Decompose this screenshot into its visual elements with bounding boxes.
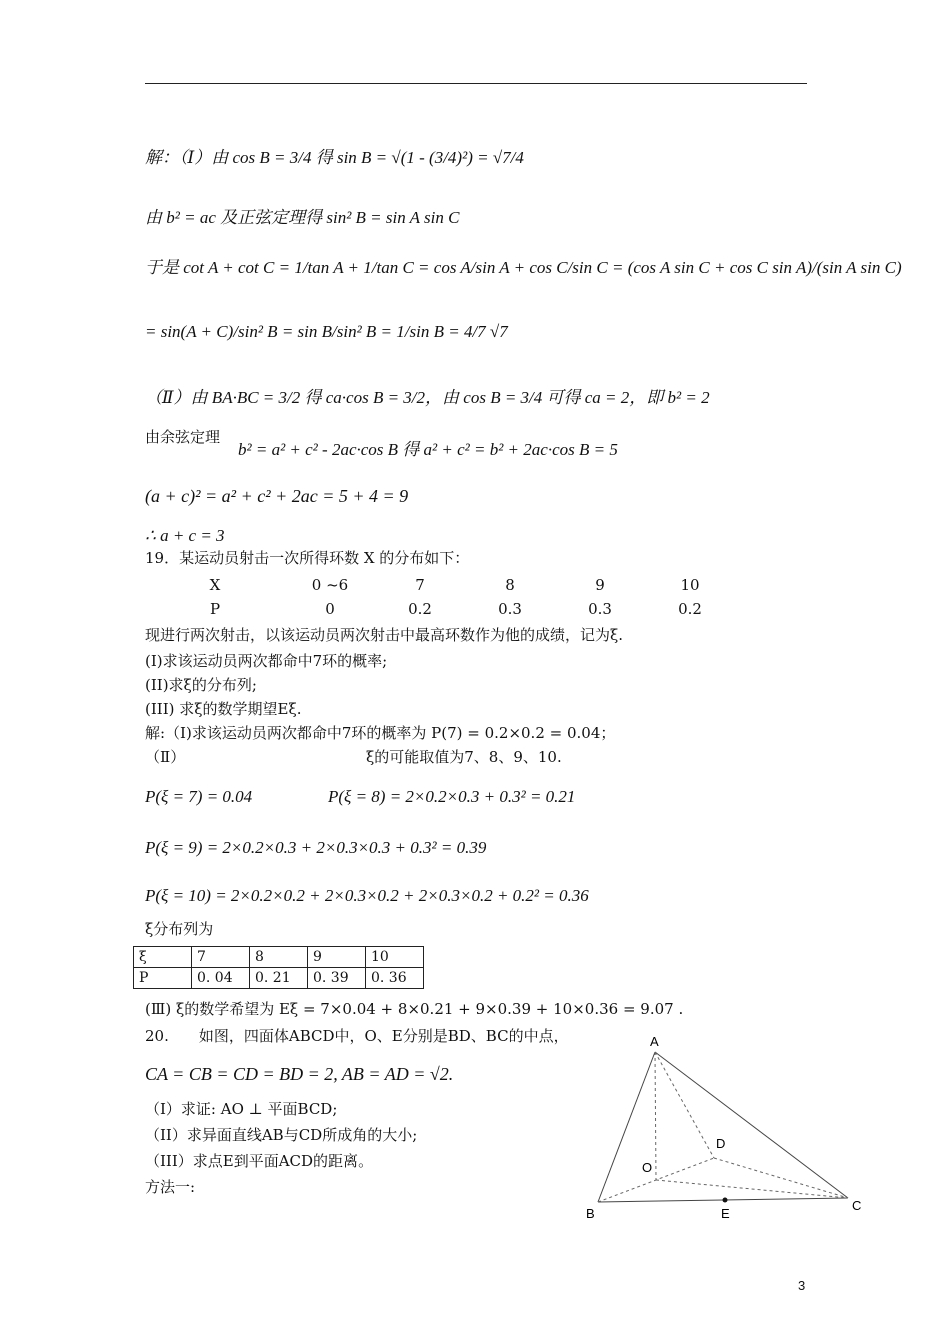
xi-prob-1: 0. 04 xyxy=(192,968,250,989)
dist-prob-0: P xyxy=(209,600,221,618)
solution-line-6-label: 由余弦定理 xyxy=(145,428,221,446)
dist-header-3: 8 xyxy=(505,576,515,594)
xi-cell-3: 9 xyxy=(308,947,366,968)
solution-line-8: ∴ a + c = 3 xyxy=(145,526,225,545)
method-one-label: 方法一: xyxy=(145,1178,196,1196)
problem-19-statement: 现进行两次射击，以该运动员两次射击中最高环数作为他的成绩，记为ξ. xyxy=(145,626,624,644)
dist-prob-4: 0.3 xyxy=(588,600,612,618)
prob-xi-9: P(ξ = 9) = 2×0.2×0.3 + 2×0.3×0.3 + 0.3² = 0.39 xyxy=(145,838,487,857)
problem-19-solution-2-values: ξ的可能取值为7、8、9、10. xyxy=(366,748,562,766)
solution-line-7: (a + c)² = a² + c² + 2ac = 5 + 4 = 9 xyxy=(145,486,409,506)
distribution-table xyxy=(180,576,740,624)
segment-ao xyxy=(655,1052,656,1180)
dist-header-4: 9 xyxy=(595,576,605,594)
expectation-line: (Ⅲ) ξ的数学希望为 Eξ = 7×0.04 + 8×0.21 + 9×0.39 + 10×0.36 = 9.07 . xyxy=(145,1000,684,1018)
edge-ad xyxy=(655,1052,714,1158)
edge-ab xyxy=(598,1052,655,1202)
dist-prob-2: 0.2 xyxy=(408,600,432,618)
problem-19-part-3: (III) 求ξ的数学期望Eξ. xyxy=(145,700,302,718)
xi-cell-4: 10 xyxy=(366,947,424,968)
prob-xi-10: P(ξ = 10) = 2×0.2×0.2 + 2×0.3×0.2 + 2×0.3×0.2 + 0.2² = 0.36 xyxy=(145,886,589,905)
xi-prob-0: P xyxy=(134,968,192,989)
problem-19-part-2: (II)求ξ的分布列; xyxy=(145,676,257,694)
tetrahedron-figure xyxy=(580,1030,880,1230)
dist-header-2: 7 xyxy=(415,576,425,594)
problem-20-part-2: （II）求异面直线AB与CD所成角的大小; xyxy=(145,1126,418,1144)
xi-table-row-values xyxy=(134,947,424,968)
problem-19-solution-1: 解:（Ⅰ)求该运动员两次都命中7环的概率为 P(7) = 0.2×0.2 = 0.04； xyxy=(145,724,616,742)
edge-ac xyxy=(655,1052,848,1198)
label-e: E xyxy=(721,1206,730,1221)
xi-distribution-table xyxy=(133,946,424,989)
label-c: C xyxy=(852,1198,862,1213)
label-b: B xyxy=(586,1206,595,1221)
problem-20-given: CA = CB = CD = BD = 2, AB = AD = √2. xyxy=(145,1064,454,1084)
xi-cell-2: 8 xyxy=(250,947,308,968)
point-e xyxy=(723,1198,728,1203)
dist-prob-3: 0.3 xyxy=(498,600,522,618)
distribution-header-row xyxy=(180,576,740,600)
dist-header-1: 0 ~6 xyxy=(311,576,349,594)
xi-table-row-probs xyxy=(134,968,424,989)
label-a: A xyxy=(650,1034,659,1049)
solution-line-5: （Ⅱ）由 BA·BC = 3/2 得 ca·cos B = 3/2，由 cos B = 3/4 可得 ca = 2，即 b² = 2 xyxy=(145,388,710,407)
dist-prob-1: 0 xyxy=(325,600,335,618)
xi-cell-1: 7 xyxy=(192,947,250,968)
solution-line-3: 于是 cot A + cot C = 1/tan A + 1/tan C = cos A/sin A + cos C/sin C = (cos A sin C + cos C sin A)/(sin A sin C) xyxy=(145,258,902,277)
label-d: D xyxy=(716,1136,726,1151)
problem-20-part-3: （III）求点E到平面ACD的距离。 xyxy=(145,1152,374,1170)
prob-xi-7: P(ξ = 7) = 0.04 xyxy=(145,787,253,806)
dist-prob-5: 0.2 xyxy=(678,600,702,618)
problem-20-part-1: （I）求证: AO ⊥ 平面BCD; xyxy=(145,1100,338,1118)
distribution-prob-row xyxy=(180,600,740,624)
solution-line-4: = sin(A + C)/sin² B = sin B/sin² B = 1/sin B = 4/7 √7 xyxy=(145,322,508,341)
solution-line-2: 由 b² = ac 及正弦定理得 sin² B = sin A sin C xyxy=(145,208,460,227)
dist-header-0: X xyxy=(209,576,221,594)
problem-19-solution-2-label: （Ⅱ） xyxy=(145,748,186,766)
problem-19-part-1: (I)求该运动员两次都命中7环的概率; xyxy=(145,652,388,670)
edge-cd xyxy=(714,1158,848,1198)
solution-line-6-formula: b² = a² + c² - 2ac·cos B 得 a² + c² = b² + 2ac·cos B = 5 xyxy=(238,440,618,459)
xi-prob-3: 0. 39 xyxy=(308,968,366,989)
xi-table-caption: ξ分布列为 xyxy=(145,920,214,938)
prob-xi-8: P(ξ = 8) = 2×0.2×0.3 + 0.3² = 0.21 xyxy=(328,787,576,806)
problem-20-title: 20. 如图，四面体ABCD中，O、E分别是BD、BC的中点， xyxy=(145,1027,569,1045)
xi-cell-0: ξ xyxy=(134,947,192,968)
dist-header-5: 10 xyxy=(680,576,700,594)
page-number: 3 xyxy=(798,1278,806,1293)
header-rule xyxy=(145,83,807,84)
label-o: O xyxy=(642,1160,653,1175)
xi-prob-2: 0. 21 xyxy=(250,968,308,989)
xi-prob-4: 0. 36 xyxy=(366,968,424,989)
solution-line-1: 解：（Ⅰ）由 cos B = 3/4 得 sin B = √(1 - (3/4)²) = √7/4 xyxy=(145,148,524,167)
problem-19-title: 19．某运动员射击一次所得环数 X 的分布如下： xyxy=(145,549,470,567)
